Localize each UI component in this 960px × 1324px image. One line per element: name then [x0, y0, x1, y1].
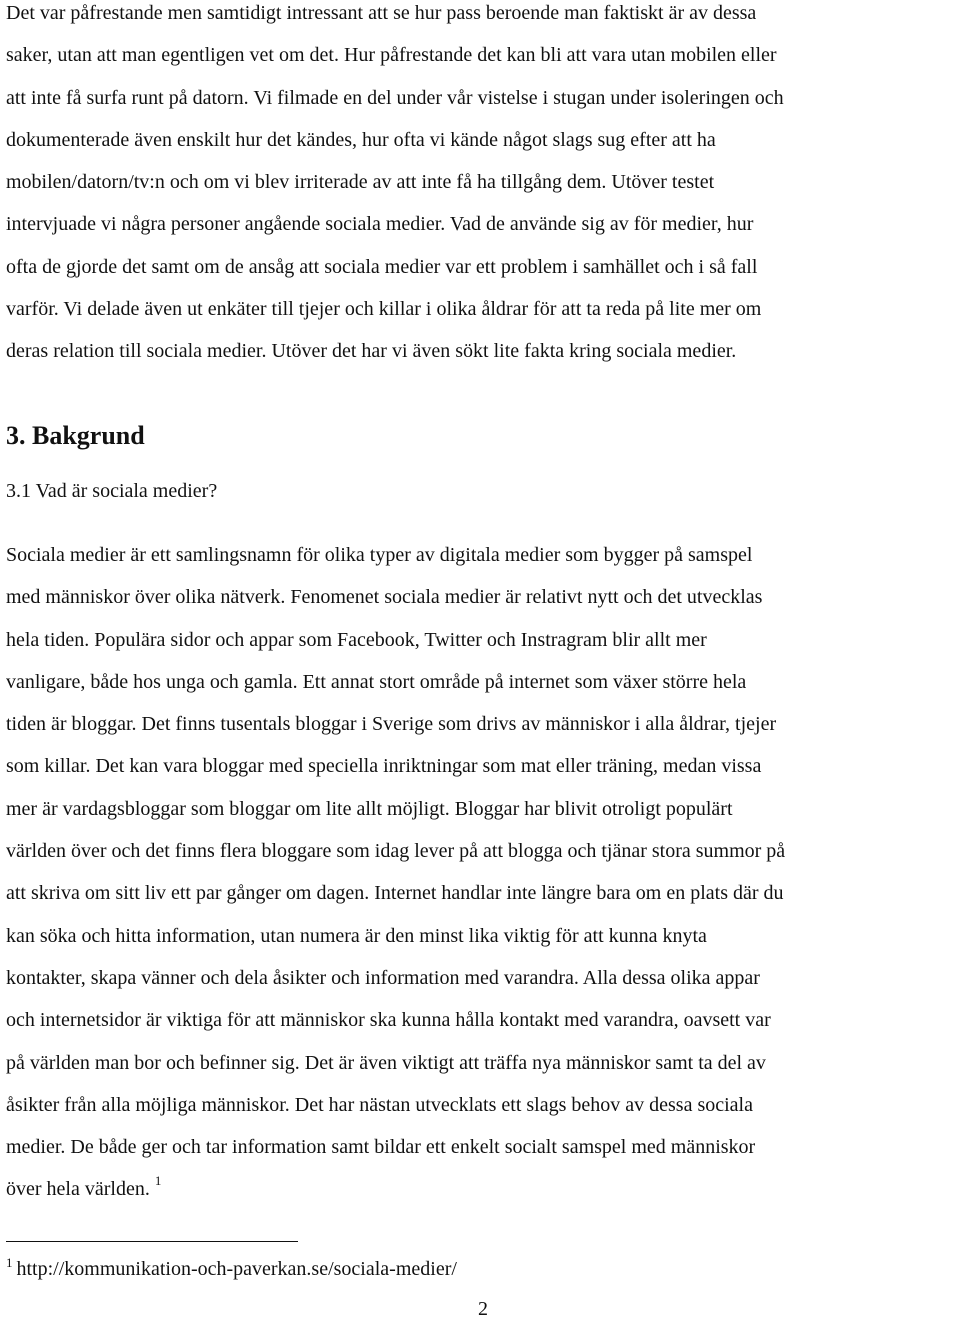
paragraph-line: intervjuade vi några personer angående sociala medier. Vad de använde sig av för medier, hur: [6, 213, 754, 236]
paragraph-line: kan söka och hitta information, utan numera är den minst lika viktig för att kunna knyta: [6, 924, 707, 947]
paragraph-line: saker, utan att man egentligen vet om det. Hur påfrestande det kan bli att vara utan mobilen eller: [6, 44, 777, 67]
paragraph-line: dokumenterade även enskilt hur det kändes, hur ofta vi kände något slags sug efter att ha: [6, 128, 716, 151]
paragraph-line-text: över hela världen.: [6, 1178, 150, 1201]
paragraph-line: varför. Vi delade även ut enkäter till tjejer och killar i olika åldrar för att ta reda på lite mer om: [6, 298, 762, 321]
paragraph-line: åsikter från alla möjliga människor. Det har nästan utvecklats ett slags behov av dessa sociala: [6, 1093, 753, 1116]
bakgrund-paragraph: [6, 534, 956, 1211]
footnote-reference[interactable]: 1: [154, 1173, 162, 1189]
paragraph-line-last: [6, 1168, 956, 1210]
footnote-divider: [6, 1241, 298, 1242]
paragraph-line: att skriva om sitt liv ett par gånger om dagen. Internet handlar inte längre bara om en plats där du: [6, 882, 784, 905]
paragraph-line: och internetsidor är viktiga för att människor ska kunna hålla kontakt med varandra, oavsett var: [6, 1009, 771, 1032]
paragraph-line: medier. De både ger och tar information samt bildar ett enkelt socialt samspel med människor: [6, 1136, 756, 1159]
footnote-number: 1: [6, 1255, 13, 1270]
section-heading: 3. Bakgrund: [6, 421, 145, 450]
intro-paragraph: [6, 0, 956, 373]
paragraph-line: med människor över olika nätverk. Fenomenet sociala medier är relativt nytt och det utvecklas: [6, 586, 763, 609]
paragraph-line: som killar. Det kan vara bloggar med speciella inriktningar som mat eller träning, medan vissa: [6, 755, 762, 778]
paragraph-line: mobilen/datorn/tv:n och om vi blev irriterade av att inte få ha tillgång dem. Utöver testet: [6, 171, 715, 194]
paragraph-line: deras relation till sociala medier. Utöver det har vi även sökt lite fakta kring sociala medier.: [6, 340, 737, 363]
subsection-heading: 3.1 Vad är sociala medier?: [6, 480, 218, 502]
paragraph-line: på världen man bor och befinner sig. Det är även viktigt att träffa nya människor samt ta del av: [6, 1051, 766, 1074]
footnote: [6, 1254, 457, 1284]
paragraph-line: världen över och det finns flera bloggare som idag lever på att blogga och tjänar stora summor på: [6, 840, 786, 863]
paragraph-line: hela tiden. Populära sidor och appar som Facebook, Twitter och Instragram blir allt mer: [6, 628, 707, 651]
paragraph-line: Det var påfrestande men samtidigt intressant att se hur pass beroende man faktiskt är av dessa: [6, 2, 757, 24]
paragraph-line: ofta de gjorde det samt om de ansåg att sociala medier var ett problem i samhället och i så fall: [6, 255, 758, 278]
footnote-link[interactable]: http://kommunikation-och-paverkan.se/sociala-medier/: [16, 1258, 457, 1280]
page-number: 2: [478, 1298, 488, 1320]
paragraph-line: Sociala medier är ett samlingsnamn för olika typer av digitala medier som bygger på samspel: [6, 544, 753, 566]
paragraph-line: tiden är bloggar. Det finns tusentals bloggar i Sverige som drivs av människor i alla åldrar, tjejer: [6, 713, 777, 736]
paragraph-line: att inte få surfa runt på datorn. Vi filmade en del under vår vistelse i stugan under isoleringen och: [6, 86, 784, 109]
paragraph-line: kontakter, skapa vänner och dela åsikter och information med varandra. Alla dessa olika appar: [6, 966, 760, 989]
paragraph-line: mer är vardagsbloggar som bloggar om lite allt möjligt. Bloggar har blivit otroligt populärt: [6, 797, 733, 820]
paragraph-line: vanligare, både hos unga och gamla. Ett annat stort område på internet som växer större hela: [6, 670, 747, 693]
